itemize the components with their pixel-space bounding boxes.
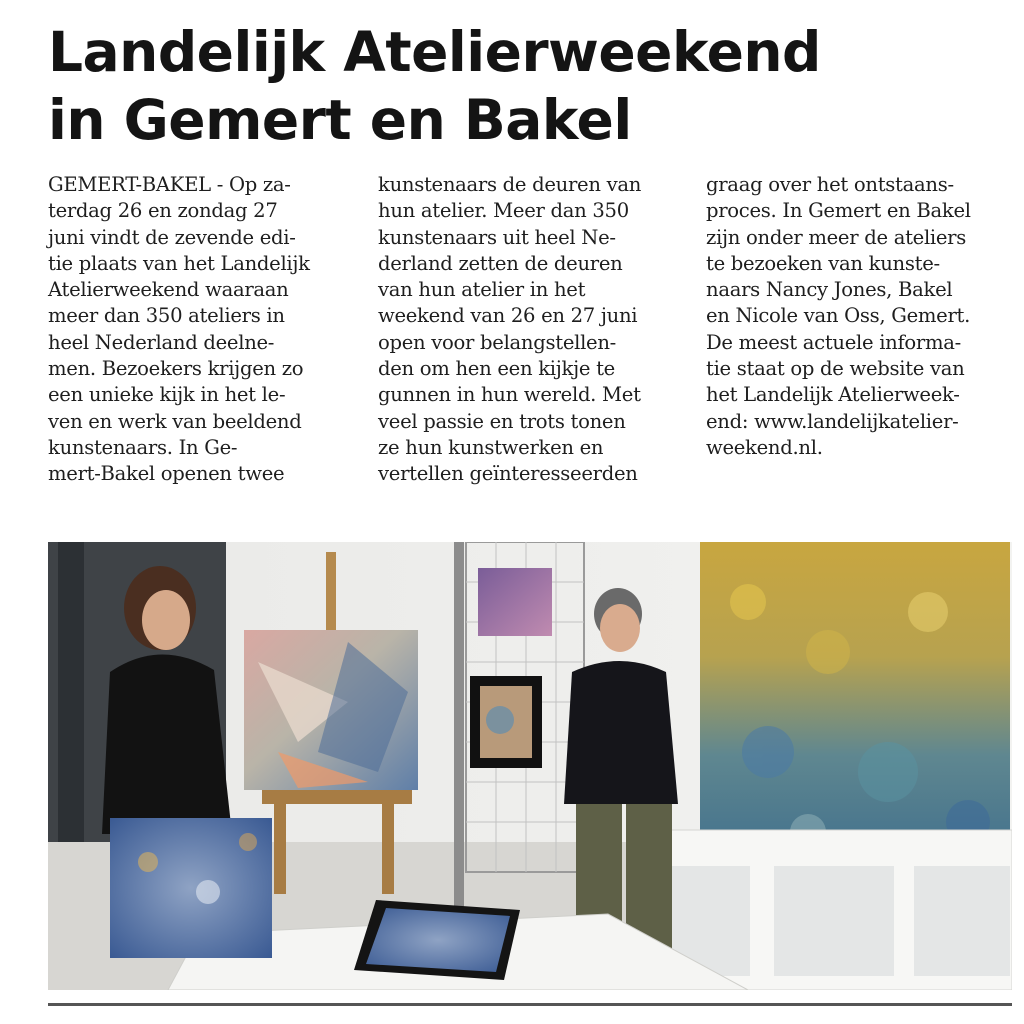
article-column-2: kunstenaars de deuren van hun atelier. Meer dan 350 kunstenaars uit heel Ne- derland zetten de deuren van hun atelier in het weekend van 26 en 27 juni open voor belangstellen- den om hen een kijkje te gunnen in hun wereld. Met veel passie en trots tonen ze hun kunstwerken en vertellen geïnteresseerden: [378, 173, 642, 486]
painting-small-purple: [478, 568, 552, 636]
article-column-3: graag over het ontstaans- proces. In Gemert en Bakel zijn onder meer de ateliers te bezoeken van kunste- naars Nancy Jones, Bakel en Nicole van Oss, Gemert. De meest actuele informa- tie staat op de website van het Landelijk Atelierweek- end: www.landelijkatelier- weekend.nl.: [706, 173, 971, 459]
headline-line-1: Landelijk Atelierweekend: [48, 20, 821, 84]
headline: [48, 18, 1008, 154]
article-photo: [48, 542, 1012, 990]
article-body: [48, 172, 1014, 522]
article-column-1: GEMERT-BAKEL - Op za- terdag 26 en zondag 27 juni vindt de zevende edi- tie plaats van het Landelijk Atelierweekend waaraan meer dan 350 ateliers in heel Nederland deelne- men. Bezoekers krijgen zo een unieke kijk in het le- ven en werk van beeldend kunstenaars. In Ge- mert-Bakel openen twee: [48, 173, 310, 486]
bottom-divider: [48, 1003, 1012, 1006]
headline-line-2: in Gemert en Bakel: [48, 88, 632, 152]
